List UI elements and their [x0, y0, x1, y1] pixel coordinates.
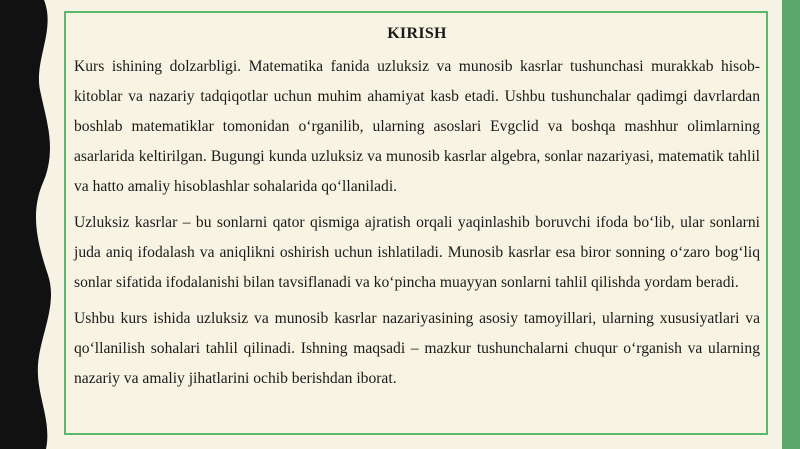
accent-bar — [782, 0, 800, 449]
document-body — [74, 25, 760, 400]
paragraph-2: Uzluksiz kasrlar – bu sonlarni qator qismiga ajratish orqali yaqinlashib boruvchi ifoda bo‘lib, ular sonlarni juda aniq ifodalash va aniqlikni oshirish uchun ishlatiladi. Munosib kasrlar esa biror sonning o‘zaro bog‘liq sonlar sifatida ifodalanishi bilan tavsiflanadi va ko‘pincha muayyan sonlarni tahlil qilishda yordam beradi. — [74, 214, 760, 291]
decorative-wave-border — [0, 0, 60, 449]
paragraph-1: Kurs ishining dolzarbligi. Matematika fanida uzluksiz va munosib kasrlar tushunchasi murakkab hisob-kitoblar va nazariy tadqiqotlar uchun muhim ahamiyat kasb etadi. Ushbu tushunchalar qadimgi davrlardan boshlab matematiklar tomonidan o‘rganilib, ularning asoslari Evgclid va boshqa mashhur olimlarning asarlarida keltirilgan. Bugungi kunda uzluksiz va munosib kasrlar algebra, sonlar nazariyasi, matematik tahlil va hatto amaliy hisoblashlar sohalarida qo‘llaniladi. — [74, 58, 760, 195]
page-title: KIRISH — [387, 25, 447, 42]
paragraph-3: Ushbu kurs ishida uzluksiz va munosib kasrlar nazariyasining asosiy tamoyillari, ularning xususiyatlari va qo‘llanilish sohalari tahlil qilinadi. Ishning maqsadi – mazkur tushunchalarni chuqur o‘rganish va ularning nazariy va amaliy jihatlarini ochib berishdan iborat. — [74, 310, 760, 387]
content-frame — [64, 11, 768, 435]
